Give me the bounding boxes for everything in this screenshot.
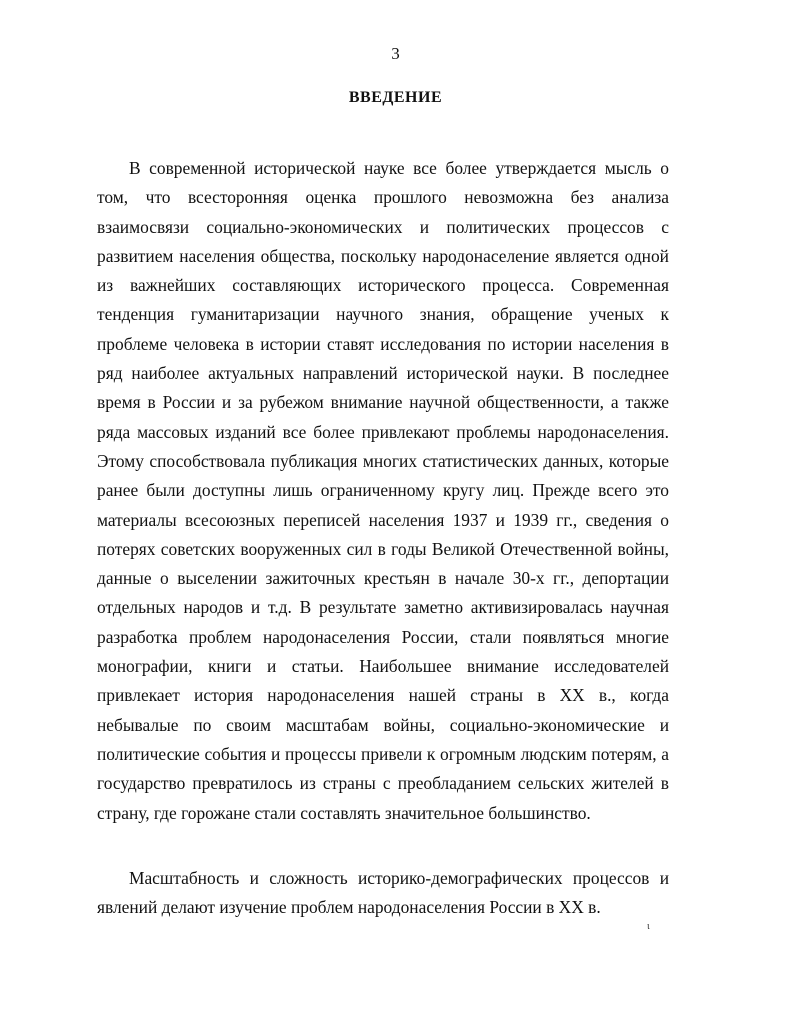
body-paragraph-1-block (97, 154, 669, 828)
page-number: 3 (391, 44, 400, 63)
margin-mark: ɩ (647, 921, 650, 932)
body-paragraph-2-block (97, 864, 669, 923)
body-paragraph: В современной исторической науке все более утверждается мысль о том, что всесторонняя оценка прошлого невозможна без анализа взаимосвязи социально-экономических и политических процессов с развитием населения общества, поскольку народонаселение является одной из важнейших составляющих исторического процесса. Современная тенденция гуманитаризации научного знания, обращение ученых к проблеме человека в истории ставят исследования по истории населения в ряд наиболее актуальных направлений исторической науки. В последнее время в России и за рубежом внимание научной общественности, а также ряда массовых изданий все более привлекают проблемы народонаселения. Этому способствовала публикация многих статистических данных, которые ранее были доступны лишь ограниченному кругу лиц. Прежде всего это материалы всесоюзных переписей населения 1937 и 1939 гг., сведения о потерях советских вооруженных сил в годы Великой Отечественной войны, данные о выселении зажиточных крестьян в начале 30-х гг., депортации отдельных народов и т.д. В результате заметно активизировалась научная разработка проблем народонаселения России, стали появляться многие монографии, книги и статьи. Наибольшее внимание исследователей привлекает история народонаселения нашей страны в XX в., когда небывалые по своим масштабам войны, социально-экономические и политические события и процессы привели к огромным людским потерям, а государство превратилось из страны с преобладанием сельских жителей в страну, где горожане стали составлять значительное большинство. (97, 158, 669, 823)
section-title: ВВЕДЕНИЕ (348, 89, 443, 106)
body-paragraph: Масштабность и сложность историко-демографических процессов и явлений делают изучение проблем народонаселения России в XX в. (97, 868, 669, 918)
